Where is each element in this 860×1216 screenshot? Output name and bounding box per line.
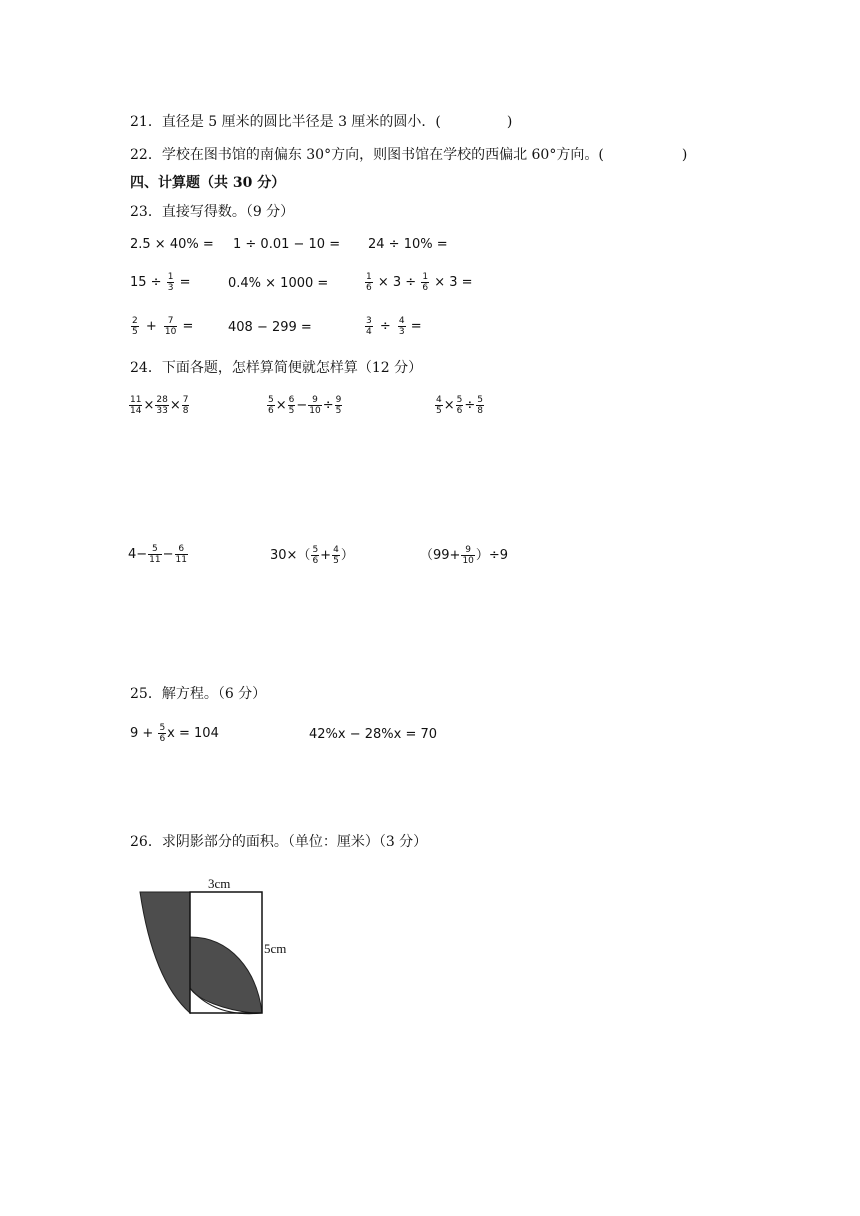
q23-item-7	[130, 316, 193, 337]
operator: −	[296, 398, 308, 413]
denominator: 3	[398, 327, 405, 337]
question-23-title: 23．直接写得数。（9 分）	[130, 204, 295, 220]
denominator: 5	[288, 406, 295, 416]
fraction	[332, 545, 340, 566]
numerator: 4	[436, 395, 442, 405]
expr-prefix: 4−	[128, 547, 148, 562]
q23-item-7-post: =	[182, 319, 194, 334]
question-22	[130, 145, 687, 165]
denominator: 6	[456, 406, 463, 416]
numerator: 11	[130, 395, 142, 405]
question-22-close-paren: )	[681, 147, 688, 163]
operator: ×	[443, 398, 455, 413]
numerator: 3	[366, 316, 372, 326]
fraction	[476, 395, 484, 416]
left-shaded-region	[140, 892, 190, 1013]
numerator: 2	[132, 316, 138, 326]
numerator: 7	[182, 395, 189, 405]
equation-prefix: 9 +	[130, 726, 154, 741]
q23-item-5: 0.4% × 1000 =	[228, 276, 329, 291]
q24-expr-2	[266, 395, 343, 416]
operator: −	[162, 547, 174, 562]
fraction	[148, 544, 161, 565]
numerator: 5	[148, 544, 161, 555]
numerator: 4	[398, 316, 405, 326]
q23-item-3: 24 ÷ 10% =	[368, 237, 448, 252]
q23-item-4-post: =	[179, 275, 191, 290]
q23-item-4-pre: 15 ÷	[130, 275, 162, 290]
q23-item-6-post: × 3 =	[434, 275, 473, 290]
question-21-text: 21．直径是 5 厘米的圆比半径是 3 厘米的圆小．(	[130, 114, 441, 130]
q24-expr-6	[420, 544, 508, 566]
operator: ×	[275, 398, 287, 413]
fraction	[129, 395, 142, 416]
numerator: 9	[335, 395, 342, 405]
denominator: 5	[132, 327, 138, 337]
fraction	[182, 395, 190, 416]
q24-expr-1	[128, 395, 190, 416]
question-26-title: 26．求阴影部分的面积。（单位：厘米）（3 分）	[130, 834, 428, 850]
expr-suffix: ）÷9	[475, 548, 509, 563]
shaded-area-figure	[135, 870, 305, 1025]
question-25-title: 25．解方程。（6 分）	[130, 686, 267, 702]
numerator: 6	[288, 395, 295, 405]
fraction	[288, 395, 296, 416]
operator: ×	[143, 398, 155, 413]
q23-item-6-mid: × 3 ÷	[377, 275, 417, 290]
denominator: 11	[149, 555, 161, 565]
numerator: 28	[156, 395, 168, 405]
operator: ×	[169, 398, 181, 413]
q23-item-1: 2.5 × 40% =	[130, 237, 214, 252]
label-3cm: 3cm	[208, 876, 231, 891]
denominator: 10	[309, 406, 321, 416]
fraction	[155, 395, 168, 416]
fraction	[335, 395, 343, 416]
numerator: 7	[164, 316, 177, 327]
question-21	[130, 112, 512, 132]
fraction	[456, 395, 464, 416]
numerator: 6	[175, 544, 188, 555]
denominator: 8	[477, 406, 484, 416]
operator: ÷	[379, 319, 391, 334]
fraction	[164, 316, 177, 337]
q23-item-2: 1 ÷ 0.01 − 10 =	[233, 237, 341, 252]
denominator: 6	[422, 283, 429, 293]
denominator: 33	[156, 406, 168, 416]
question-21-close-paren: )	[506, 114, 513, 130]
q23-item-8: 408 − 299 =	[228, 320, 312, 335]
fraction	[175, 544, 188, 565]
q24-expr-4	[128, 544, 189, 565]
fraction	[267, 395, 275, 416]
denominator: 11	[175, 555, 187, 565]
numerator: 5	[477, 395, 484, 405]
fraction	[311, 545, 319, 566]
numerator: 1	[366, 272, 372, 282]
numerator: 9	[308, 395, 321, 406]
numerator: 5	[456, 395, 463, 405]
q25-equation-2: 42%x − 28%x = 70	[309, 727, 438, 742]
denominator: 10	[164, 327, 177, 337]
q23-item-9	[364, 316, 422, 337]
q24-expr-3	[434, 395, 485, 416]
fraction	[461, 545, 474, 566]
numerator: 5	[268, 395, 274, 405]
denominator: 5	[333, 556, 339, 566]
expr-suffix: ）	[340, 548, 354, 563]
q23-item-6	[364, 272, 473, 293]
numerator: 4	[333, 545, 339, 555]
operator: +	[145, 319, 157, 334]
operator: +	[320, 548, 332, 563]
fraction	[167, 272, 175, 293]
numerator: 5	[159, 723, 166, 733]
q25-equation-1	[130, 723, 219, 744]
denominator: 6	[366, 283, 372, 293]
fraction	[421, 272, 429, 293]
denominator: 6	[268, 406, 274, 416]
fraction	[158, 723, 166, 744]
denominator: 8	[182, 406, 189, 416]
lens-shaded-region	[190, 937, 262, 1013]
numerator: 1	[422, 272, 429, 282]
label-5cm: 5cm	[264, 941, 287, 956]
numerator: 1	[167, 272, 174, 282]
fraction	[435, 395, 443, 416]
denominator: 5	[335, 406, 342, 416]
denominator: 14	[130, 406, 142, 416]
fraction	[131, 316, 139, 337]
denominator: 5	[436, 406, 442, 416]
equation-suffix: x = 104	[167, 726, 219, 741]
numerator: 9	[461, 545, 474, 556]
operator: ÷	[322, 398, 334, 413]
operator: ÷	[464, 398, 476, 413]
fraction	[308, 395, 321, 416]
denominator: 6	[312, 556, 319, 566]
expr-prefix: 30×（	[270, 548, 311, 563]
question-24-title: 24．下面各题，怎样算简便就怎样算（12 分）	[130, 360, 423, 376]
section-4-heading: 四、计算题（共 30 分）	[130, 175, 286, 191]
expr-prefix: （99+	[420, 548, 461, 563]
denominator: 10	[462, 556, 474, 566]
numerator: 5	[312, 545, 319, 555]
fraction	[365, 316, 373, 337]
q24-expr-5	[270, 544, 354, 566]
denominator: 4	[366, 327, 372, 337]
question-22-text: 22．学校在图书馆的南偏东 30°方向，则图书馆在学校的西偏北 60°方向。(	[130, 147, 604, 163]
denominator: 6	[159, 734, 166, 744]
denominator: 3	[167, 283, 174, 293]
q23-item-9-post: =	[410, 319, 422, 334]
fraction	[398, 316, 406, 337]
q23-item-4	[130, 272, 191, 293]
fraction	[365, 272, 373, 293]
